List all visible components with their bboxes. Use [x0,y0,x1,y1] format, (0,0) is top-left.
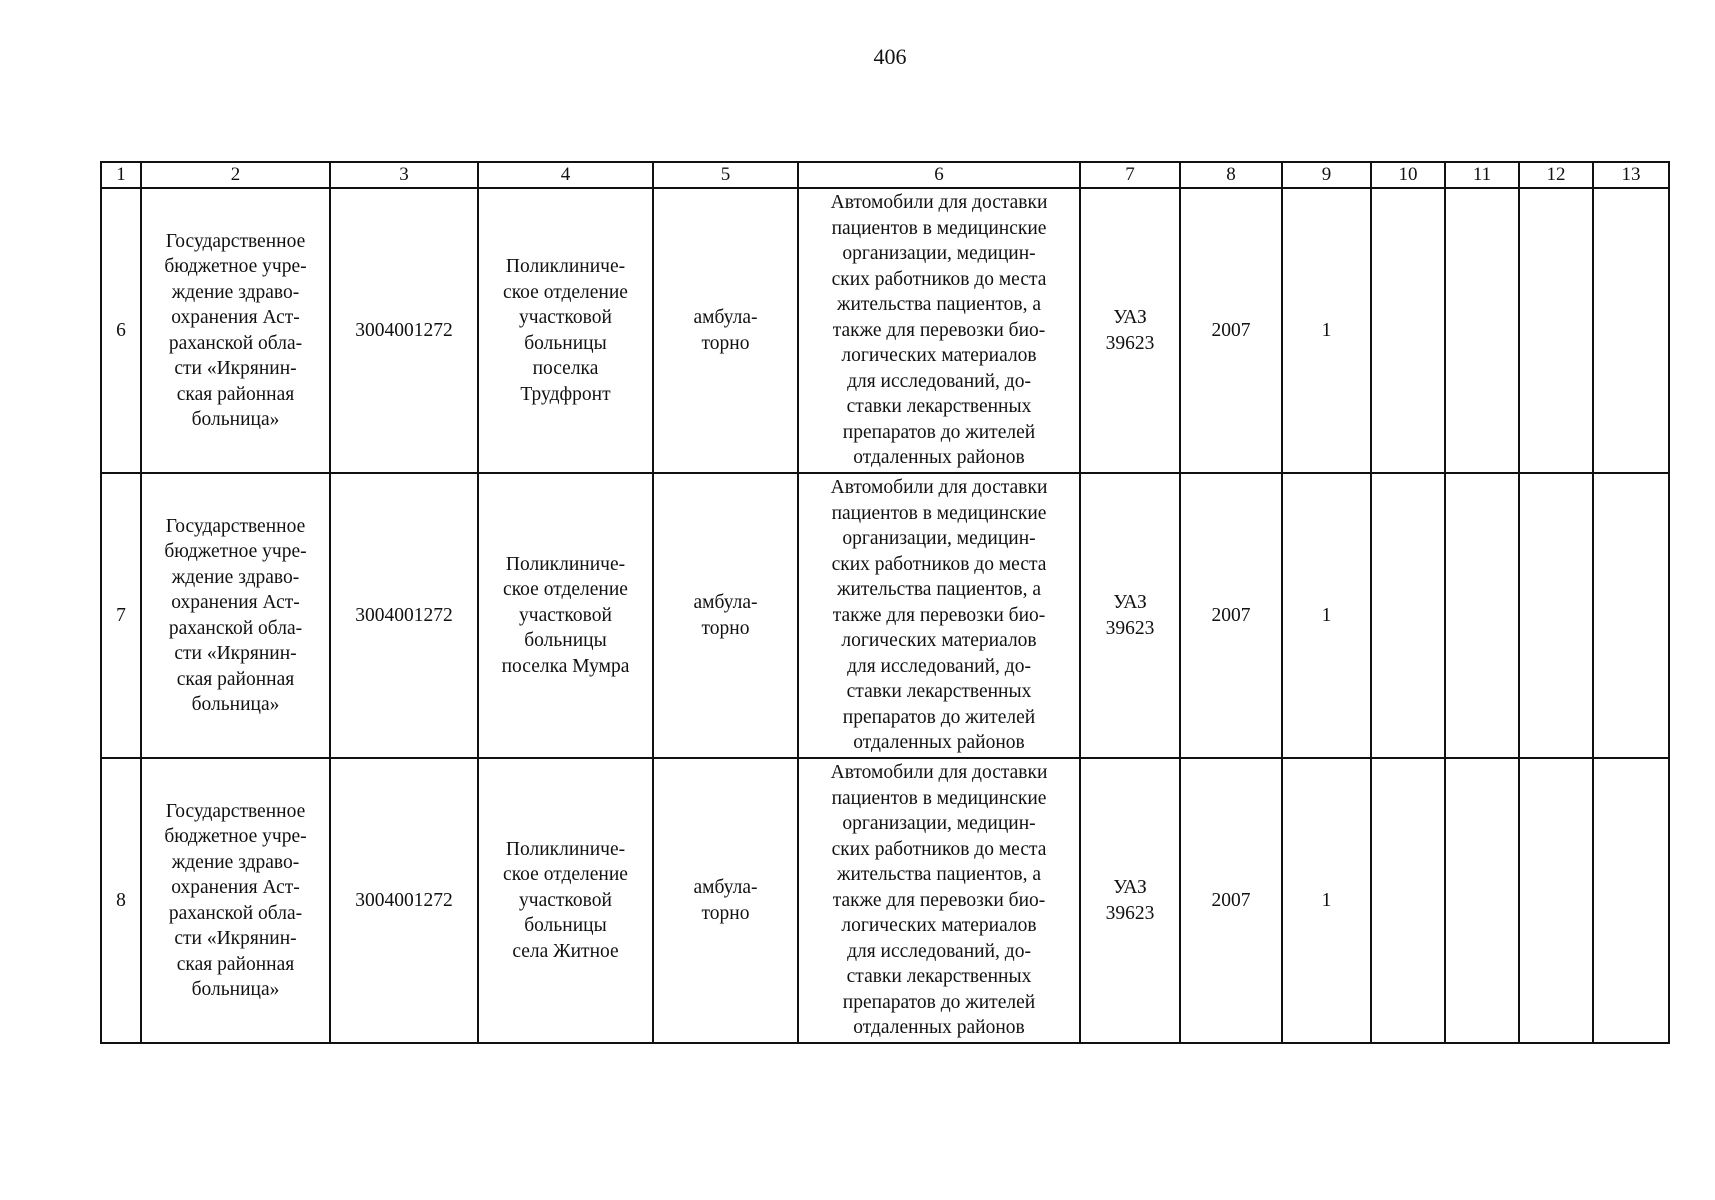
empty-cell [1519,473,1593,758]
column-header: 4 [478,162,653,188]
header-row [101,162,1669,188]
column-header: 1 [101,162,141,188]
year-cell: 2007 [1180,188,1282,473]
table-row [101,473,1669,758]
empty-cell [1593,188,1669,473]
purpose-cell: Автомобили для доставки пациентов в медицинские организации, медицин- ских работников до места жительства пациентов, а также для перевозки био- логических материалов для исследований, до- ставки лекарственных препаратов до жителей отдаленных районов [798,473,1080,758]
empty-cell [1445,473,1519,758]
row-number-cell: 6 [101,188,141,473]
data-table-container [100,161,1668,1044]
institution-cell: Государственное бюджетное учре- ждение здраво- охранения Аст- раханской обла- сти «Икрянин- ская районная больница» [141,188,330,473]
empty-cell [1371,473,1445,758]
empty-cell [1445,188,1519,473]
column-header: 3 [330,162,478,188]
column-header: 8 [1180,162,1282,188]
vehicle-cell: УАЗ 39623 [1080,758,1180,1043]
column-header: 6 [798,162,1080,188]
data-table [100,161,1670,1044]
care-type-cell: амбула- торно [653,473,798,758]
quantity-cell: 1 [1282,473,1371,758]
empty-cell [1445,758,1519,1043]
inn-cell: 3004001272 [330,473,478,758]
purpose-cell: Автомобили для доставки пациентов в медицинские организации, медицин- ских работников до места жительства пациентов, а также для перевозки био- логических материалов для исследований, до- ставки лекарственных препаратов до жителей отдаленных районов [798,188,1080,473]
column-header: 2 [141,162,330,188]
column-header: 12 [1519,162,1593,188]
row-number-cell: 8 [101,758,141,1043]
care-type-cell: амбула- торно [653,758,798,1043]
column-header: 7 [1080,162,1180,188]
row-number-cell: 7 [101,473,141,758]
column-header: 13 [1593,162,1669,188]
column-header: 9 [1282,162,1371,188]
empty-cell [1593,758,1669,1043]
institution-cell: Государственное бюджетное учре- ждение здраво- охранения Аст- раханской обла- сти «Икрянин- ская районная больница» [141,473,330,758]
year-cell: 2007 [1180,473,1282,758]
empty-cell [1371,758,1445,1043]
quantity-cell: 1 [1282,188,1371,473]
department-cell: Поликлиниче- ское отделение участковой больницы поселка Мумра [478,473,653,758]
vehicle-cell: УАЗ 39623 [1080,473,1180,758]
quantity-cell: 1 [1282,758,1371,1043]
institution-cell: Государственное бюджетное учре- ждение здраво- охранения Аст- раханской обла- сти «Икрянин- ская районная больница» [141,758,330,1043]
column-header: 11 [1445,162,1519,188]
department-cell: Поликлиниче- ское отделение участковой больницы села Житное [478,758,653,1043]
inn-cell: 3004001272 [330,188,478,473]
page-number: 406 [873,44,907,69]
empty-cell [1519,758,1593,1043]
table-row [101,758,1669,1043]
purpose-cell: Автомобили для доставки пациентов в медицинские организации, медицин- ских работников до места жительства пациентов, а также для перевозки био- логических материалов для исследований, до- ставки лекарственных препаратов до жителей отдаленных районов [798,758,1080,1043]
empty-cell [1519,188,1593,473]
inn-cell: 3004001272 [330,758,478,1043]
table-row [101,188,1669,473]
empty-cell [1593,473,1669,758]
empty-cell [1371,188,1445,473]
care-type-cell: амбула- торно [653,188,798,473]
year-cell: 2007 [1180,758,1282,1043]
column-header: 10 [1371,162,1445,188]
vehicle-cell: УАЗ 39623 [1080,188,1180,473]
column-header: 5 [653,162,798,188]
department-cell: Поликлиниче- ское отделение участковой больницы поселка Трудфронт [478,188,653,473]
